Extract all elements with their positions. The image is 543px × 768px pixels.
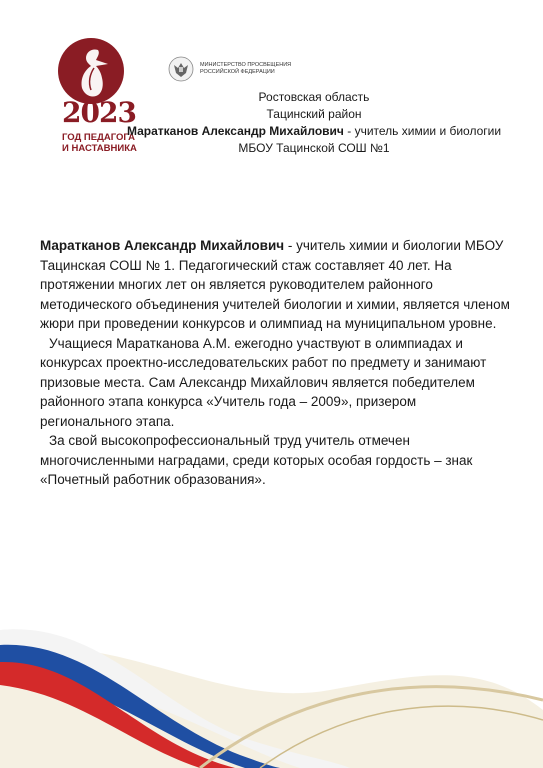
header-district: Тацинский район xyxy=(266,107,362,121)
header-position: - учитель химии и биологии xyxy=(343,124,502,138)
paragraph-2: Учащиеся Маратканова А.М. ежегодно участвуют в олимпиадах и конкурсах проектно-исследовательских работ по предмету и занимают призовые места. Сам Александр Михайлович является победителем районного этапа конкурса «Учитель года – 2009», призером регионального этапа. xyxy=(40,335,487,429)
paragraph-1-text: - учитель химии и биологии МБОУ Тацинская СОШ № 1. Педагогический стаж составляет 40 лет. На протяжении многих лет он является руководителем районного методического объединения учителей биологии и химии, является членом жюри при проведении конкурсов и олимпиад на муниципальном уровне. xyxy=(40,238,510,331)
logo-caption-line1: ГОД ПЕДАГОГА xyxy=(62,132,136,143)
header-name: Маратканов Александр Михайлович xyxy=(126,124,344,138)
bio-name: Маратканов Александр Михайлович xyxy=(40,238,285,253)
header-school: МБОУ Тацинской СОШ №1 xyxy=(238,141,390,155)
logo-caption-line2: И НАСТАВНИКА xyxy=(62,143,137,154)
header-block xyxy=(64,89,543,157)
flag-wave-decoration xyxy=(0,590,543,768)
logo-year: 2023 xyxy=(62,96,136,129)
paragraph-1 xyxy=(40,236,510,334)
coat-of-arms-icon xyxy=(168,56,194,82)
ministry-logo xyxy=(168,56,310,82)
header-name-line xyxy=(64,123,543,140)
paragraph-3: За свой высокопрофессиональный труд учитель отмечен многочисленными наградами, среди которых особая гордость – знак «Почетный работник образования». xyxy=(40,433,473,487)
ministry-name xyxy=(200,62,310,76)
biography-text xyxy=(40,236,510,490)
ministry-line2: РОССИЙСКОЙ ФЕДЕРАЦИИ xyxy=(200,69,275,75)
header-region: Ростовская область xyxy=(258,90,370,104)
ministry-line1: МИНИСТЕРСТВО ПРОСВЕЩЕНИЯ xyxy=(200,62,292,68)
